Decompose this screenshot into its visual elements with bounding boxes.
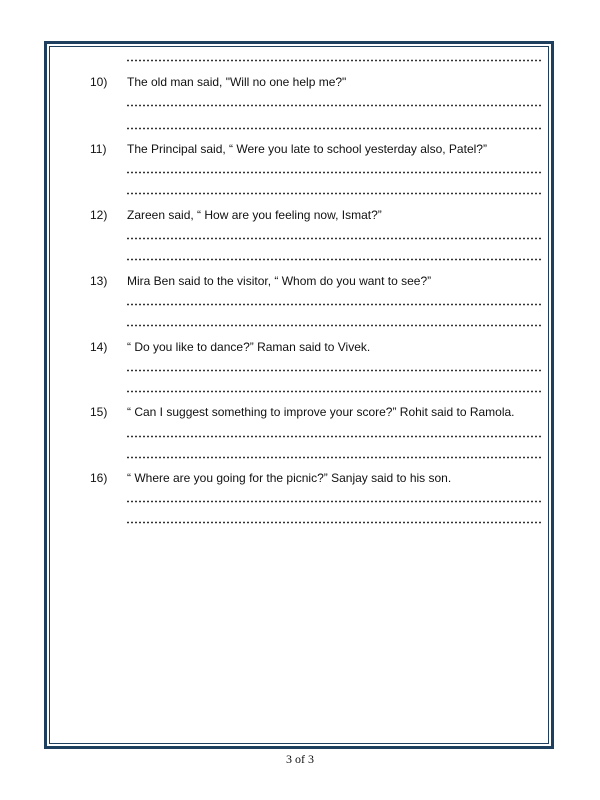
- question-text: “ Do you like to dance?” Raman said to Vivek.: [127, 340, 371, 354]
- question-text: Mira Ben said to the visitor, “ Whom do you want to see?”: [127, 274, 432, 288]
- answer-line[interactable]: [126, 104, 542, 107]
- answer-line[interactable]: [126, 500, 542, 503]
- question-text: The old man said, "Will no one help me?": [127, 75, 347, 89]
- answer-line[interactable]: [126, 59, 542, 62]
- answer-line[interactable]: [126, 324, 542, 327]
- question-number: 15): [90, 405, 108, 419]
- page-number: 3 of 3: [286, 752, 314, 766]
- question-number: 14): [90, 340, 108, 354]
- answer-line[interactable]: [126, 303, 542, 306]
- answer-line[interactable]: [126, 369, 542, 372]
- question-text: Zareen said, “ How are you feeling now, Ismat?”: [127, 208, 382, 222]
- answer-line[interactable]: [126, 435, 542, 438]
- answer-line[interactable]: [126, 258, 542, 261]
- question-text: “ Where are you going for the picnic?” Sanjay said to his son.: [127, 471, 452, 485]
- answer-line[interactable]: [126, 192, 542, 195]
- question-number: 13): [90, 274, 108, 288]
- answer-line[interactable]: [126, 237, 542, 240]
- answer-line[interactable]: [126, 390, 542, 393]
- answer-line[interactable]: [126, 171, 542, 174]
- question-text: The Principal said, “ Were you late to school yesterday also, Patel?”: [127, 142, 487, 156]
- question-number: 11): [90, 142, 107, 156]
- answer-line[interactable]: [126, 521, 542, 524]
- question-number: 16): [90, 471, 108, 485]
- answer-line[interactable]: [126, 127, 542, 130]
- question-number: 10): [90, 75, 108, 89]
- answer-line[interactable]: [126, 456, 542, 459]
- question-number: 12): [90, 208, 108, 222]
- question-text: “ Can I suggest something to improve your score?” Rohit said to Ramola.: [127, 405, 515, 419]
